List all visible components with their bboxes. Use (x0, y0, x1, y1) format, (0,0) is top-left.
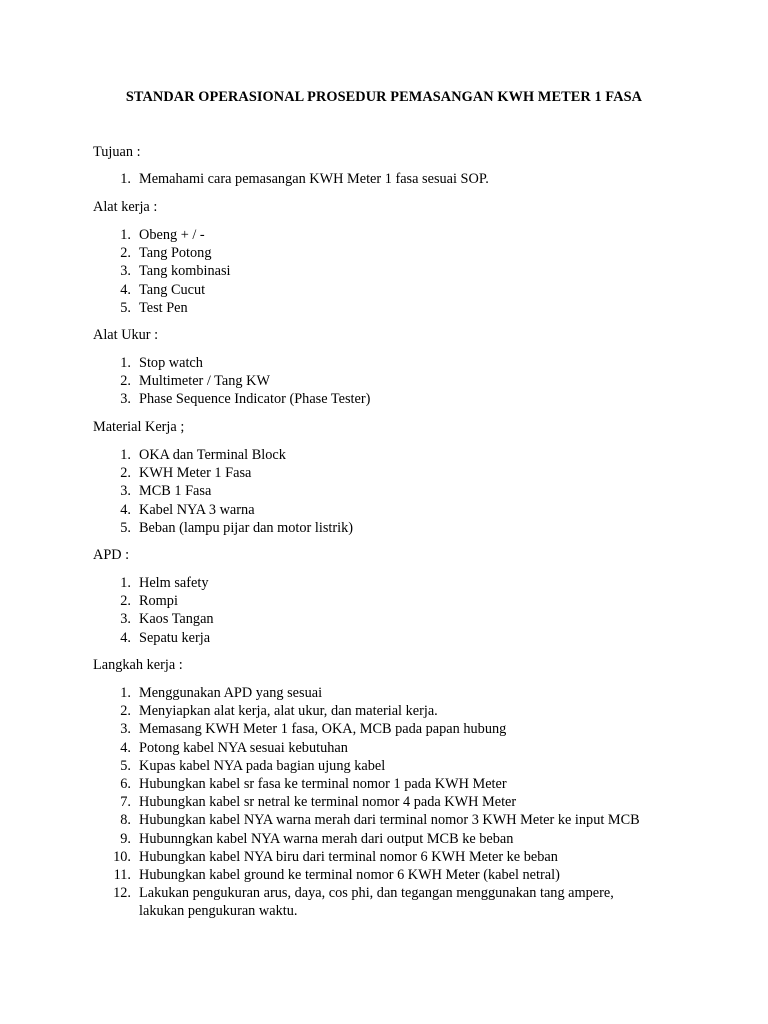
item-text: Potong kabel NYA sesuai kebutuhan (139, 739, 348, 756)
item-text: Stop watch (139, 355, 203, 371)
item-text: Multimeter / Tang KW (139, 373, 270, 390)
item-text: KWH Meter 1 Fasa (139, 465, 252, 482)
item-number: 9. (120, 830, 131, 847)
list-item (0, 244, 659, 262)
item-number: 6. (120, 776, 131, 793)
item-number: 8. (120, 812, 131, 829)
list-item (0, 574, 659, 592)
item-number: 4. (120, 629, 131, 646)
item-number: 4. (120, 281, 131, 298)
list-tujuan (0, 170, 659, 188)
list-langkah-kerja (0, 684, 659, 921)
item-text: Hubungkan kabel NYA warna merah dari terminal nomor 3 KWH Meter ke input MCB (139, 812, 640, 829)
list-item (0, 299, 659, 317)
item-number: 2. (120, 373, 131, 390)
section-heading-material-kerja: Material Kerja ; (93, 419, 185, 435)
list-item (0, 720, 659, 738)
item-text: Kaos Tangan (139, 611, 214, 628)
item-number: 2. (120, 245, 131, 262)
item-number: 4. (120, 501, 131, 518)
list-item (0, 390, 659, 408)
list-alat-ukur (0, 354, 659, 409)
item-number: 1. (120, 447, 131, 463)
list-item (0, 501, 659, 519)
item-number: 1. (120, 355, 131, 371)
item-number: 2. (120, 703, 131, 720)
list-item (0, 848, 659, 866)
item-number: 10. (113, 848, 131, 865)
list-item (0, 372, 659, 390)
item-number: 2. (120, 465, 131, 482)
list-item (0, 482, 659, 500)
list-alat-kerja (0, 226, 659, 317)
item-text: Helm safety (139, 575, 209, 591)
item-text: Rompi (139, 593, 178, 610)
list-item (0, 793, 659, 811)
list-apd (0, 574, 659, 647)
list-item (0, 775, 659, 793)
item-text: Tang Cucut (139, 281, 206, 298)
item-number: 5. (120, 299, 131, 316)
item-text: Tang kombinasi (139, 263, 231, 280)
section-heading-alat-ukur: Alat Ukur : (93, 327, 159, 343)
item-text: Tang Potong (139, 245, 212, 262)
item-text: Menyiapkan alat kerja, alat ukur, dan material kerja. (139, 703, 438, 720)
section-heading-apd: APD : (93, 547, 130, 563)
item-text: Menggunakan APD yang sesuai (139, 685, 323, 701)
item-number: 5. (120, 757, 131, 774)
item-text: Sepatu kerja (139, 629, 211, 646)
item-number: 3. (120, 391, 131, 408)
list-item (0, 684, 659, 702)
item-text: Kupas kabel NYA pada bagian ujung kabel (139, 757, 386, 774)
item-text: Lakukan pengukuran arus, daya, cos phi, dan tegangan menggunakan tang ampere, lakukan pengukuran waktu. (139, 885, 614, 920)
list-item (0, 226, 659, 244)
item-text: Phase Sequence Indicator (Phase Tester) (139, 391, 371, 408)
item-number: 1. (120, 227, 131, 243)
item-number: 7. (120, 794, 131, 811)
item-text: Hubungkan kabel sr fasa ke terminal nomor 1 pada KWH Meter (139, 776, 507, 793)
document-title: STANDAR OPERASIONAL PROSEDUR PEMASANGAN KWH METER 1 FASA (125, 89, 643, 105)
list-item (0, 811, 659, 829)
item-text: Memahami cara pemasangan KWH Meter 1 fasa sesuai SOP. (139, 171, 489, 187)
section-heading-langkah-kerja: Langkah kerja : (93, 657, 183, 673)
item-text: OKA dan Terminal Block (139, 447, 286, 463)
list-item (0, 170, 659, 188)
item-number: 3. (120, 483, 131, 500)
list-item (0, 757, 659, 775)
item-number: 4. (120, 739, 131, 756)
item-number: 3. (120, 611, 131, 628)
item-number: 11. (113, 867, 131, 884)
list-item (0, 739, 659, 757)
section-heading-tujuan: Tujuan : (93, 144, 141, 160)
item-text: Beban (lampu pijar dan motor listrik) (139, 519, 354, 536)
item-number: 3. (120, 721, 131, 738)
list-item (0, 866, 659, 884)
list-item (0, 830, 659, 848)
item-text: Memasang KWH Meter 1 fasa, OKA, MCB pada papan hubung (139, 721, 507, 738)
list-item (0, 464, 659, 482)
list-item (0, 446, 659, 464)
item-text: MCB 1 Fasa (139, 483, 212, 500)
list-item (0, 519, 659, 537)
item-text: Hubungkan kabel sr netral ke terminal nomor 4 pada KWH Meter (139, 794, 517, 811)
list-item (0, 702, 659, 720)
item-text: Hubungkan kabel NYA biru dari terminal nomor 6 KWH Meter ke beban (139, 848, 558, 865)
item-number: 1. (120, 685, 131, 701)
list-material-kerja (0, 446, 659, 537)
section-heading-alat-kerja: Alat kerja : (93, 199, 158, 215)
item-number: 1. (120, 171, 131, 187)
item-number: 2. (120, 593, 131, 610)
list-item (0, 281, 659, 299)
item-number: 5. (120, 519, 131, 536)
item-text: Obeng + / - (139, 227, 205, 243)
item-number: 12. (113, 885, 131, 902)
list-item (0, 884, 659, 920)
item-text: Kabel NYA 3 warna (139, 501, 255, 518)
item-number: 3. (120, 263, 131, 280)
item-number: 1. (120, 575, 131, 591)
list-item (0, 354, 659, 372)
item-text: Hubunngkan kabel NYA warna merah dari output MCB ke beban (139, 830, 514, 847)
list-item (0, 262, 659, 280)
item-text: Test Pen (139, 299, 188, 316)
list-item (0, 629, 659, 647)
list-item (0, 592, 659, 610)
item-text: Hubungkan kabel ground ke terminal nomor 6 KWH Meter (kabel netral) (139, 867, 560, 884)
list-item (0, 610, 659, 628)
